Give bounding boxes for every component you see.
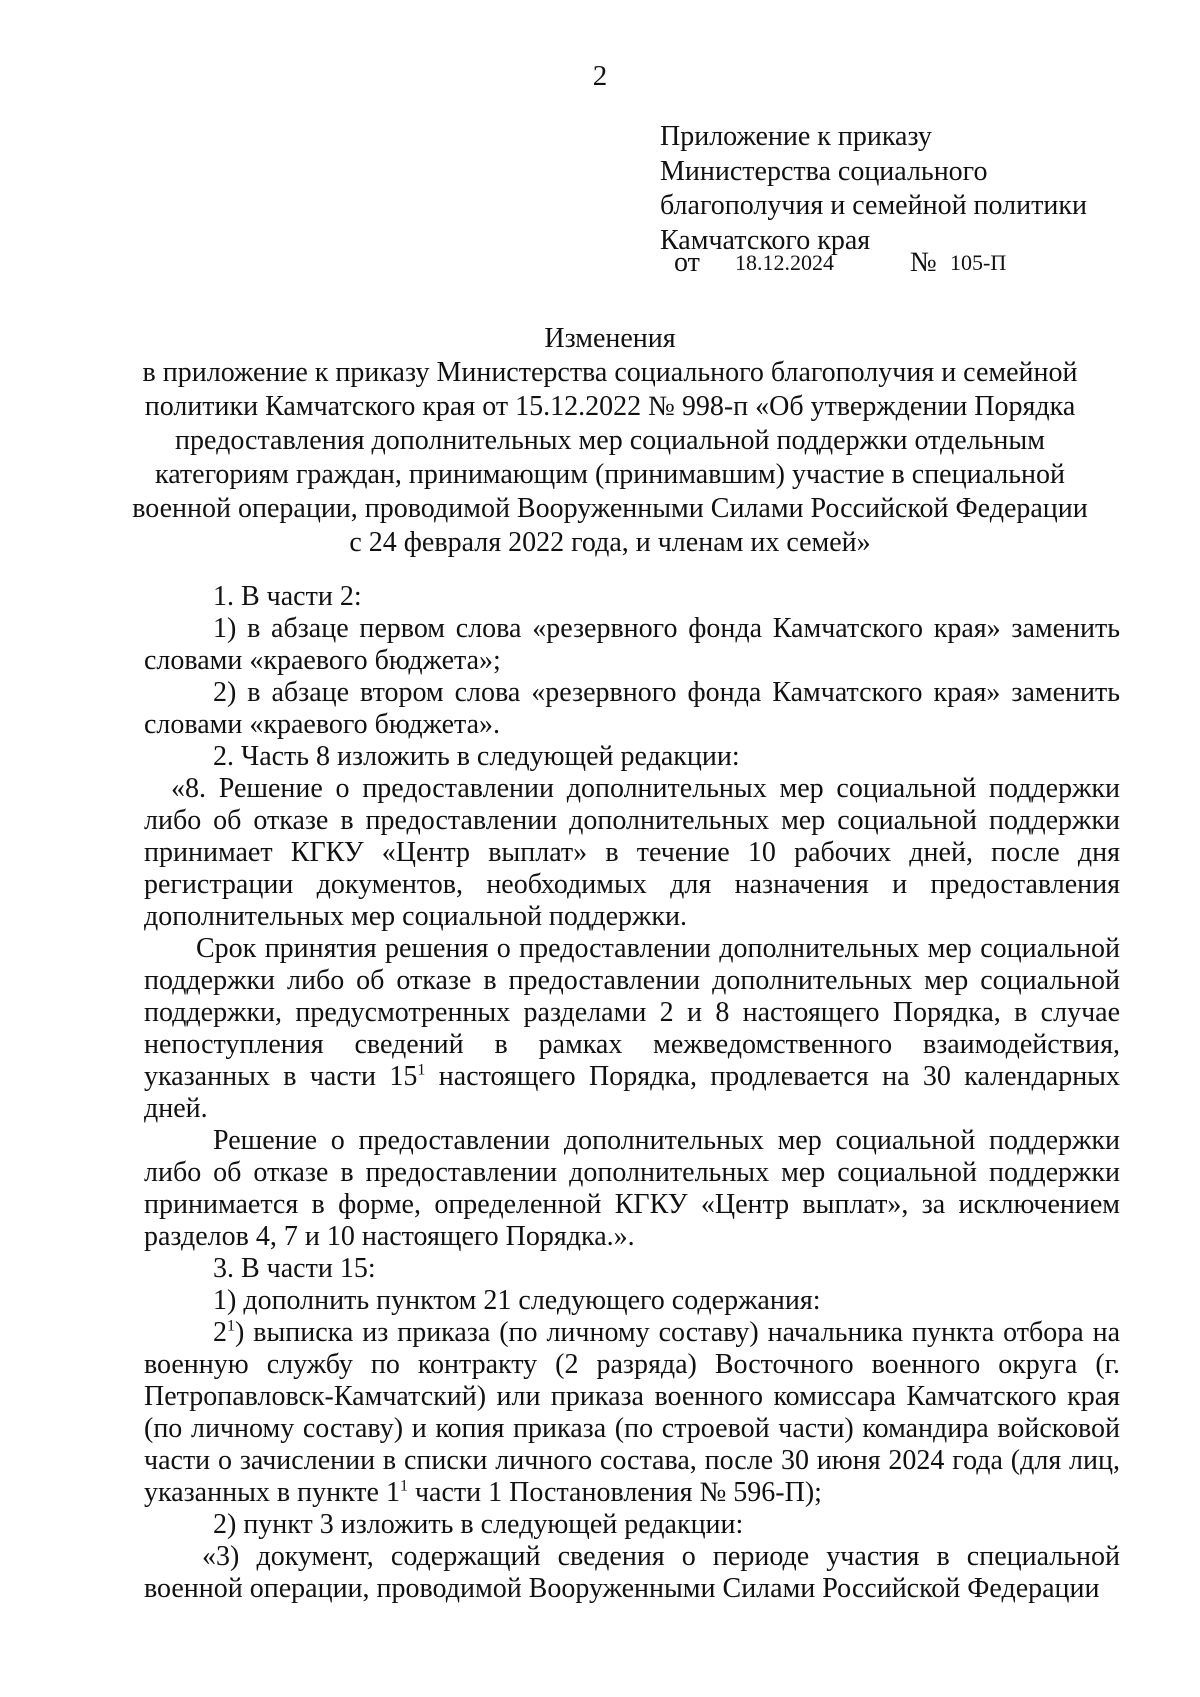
- title-line: предоставления дополнительных мер социальной поддержки отдельным: [175, 425, 1045, 456]
- order-reference: [660, 246, 1140, 276]
- appendix-line: благополучия и семейной политики: [660, 190, 1087, 221]
- paragraph: 1) в абзаце первом слова «резервного фонда Камчатского края» заменить словами «краевого бюджета»;: [144, 613, 1120, 676]
- title-line: с 24 февраля 2022 года, и членам их семей»: [349, 527, 871, 558]
- title-line: в приложение к приказу Министерства социального благополучия и семейной: [142, 357, 1078, 388]
- superscript: 1: [227, 1317, 235, 1335]
- paragraph: Решение о предоставлении дополнительных мер социальной поддержки либо об отказе в предоставлении дополнительных мер социальной поддержки принимается в форме, определенной КГКУ «Центр выплат», за исключением разделов 4, 7 и 10 настоящего Порядка.».: [144, 1125, 1120, 1252]
- document-body: [144, 581, 1120, 1605]
- paragraph: 1. В части 2:: [213, 581, 362, 612]
- superscript: 1: [399, 1477, 408, 1495]
- appendix-line: Министерства социального: [660, 155, 988, 187]
- paragraph: [144, 933, 1120, 1125]
- appendix-line: Камчатского края: [660, 224, 871, 256]
- appendix-header: [660, 120, 1140, 278]
- title-heading: Изменения: [544, 323, 676, 354]
- paragraph-text: настоящего Порядка, продлевается на 30 календарных дней.: [144, 1061, 1120, 1124]
- order-from-label: от: [674, 247, 700, 278]
- paragraph-text: части 1 Постановления № 596-П);: [407, 1477, 822, 1508]
- paragraph: «3) документ, содержащий сведения о периоде участия в специальной военной операции, проводимой Вооруженными Силами Российской Федерации: [144, 1541, 1120, 1604]
- page-number: 2: [592, 60, 608, 92]
- order-number: 105-П: [950, 250, 1007, 275]
- paragraph: 1) дополнить пунктом 21 следующего содержания:: [213, 1285, 821, 1316]
- paragraph: 2. Часть 8 изложить в следующей редакции:: [213, 741, 740, 772]
- title-line: политики Камчатского края от 15.12.2022 № 998-п «Об утверждении Порядка: [144, 391, 1076, 422]
- paragraph: 3. В части 15:: [213, 1253, 376, 1284]
- title-line: военной операции, проводимой Вооруженными Силами Российской Федерации: [132, 493, 1088, 524]
- order-date: 18.12.2024: [735, 250, 834, 275]
- paragraph-text: Срок принятия решения о предоставлении дополнительных мер социальной поддержки либо об отказе в предоставлении дополнительных мер социальной поддержки, предусмотренных разделами 2 и 8 настоящего Порядка, в случае непоступления сведений в рамках межведомственного взаимодействия, указанных в части 15: [144, 933, 1120, 1092]
- order-number-sign: №: [910, 247, 937, 278]
- appendix-line: Приложение к приказу: [660, 121, 932, 152]
- title-line: категориям граждан, принимающим (принимавшим) участие в специальной: [155, 459, 1065, 490]
- paragraph: «8. Решение о предоставлении дополнительных мер социальной поддержки либо об отказе в предоставлении дополнительных мер социальной поддержки принимает КГКУ «Центр выплат» в течение 10 рабочих дней, после дня регистрации документов, необходимых для назначения и предоставления дополнительных мер социальной поддержки.: [144, 773, 1120, 932]
- item-number: 2: [213, 1317, 227, 1348]
- paragraph: 2) в абзаце втором слова «резервного фонда Камчатского края» заменить словами «краевого бюджета».: [144, 677, 1120, 740]
- superscript: 1: [417, 1061, 426, 1079]
- paragraph: [144, 1317, 1120, 1509]
- paragraph-text: ) выписка из приказа (по личному составу) начальника пункта отбора на военную службу по контракту (2 разряда) Восточного военного округа (г. Петропавловск-Камчатский) или приказа военного комиссара Камчатского края (по личному составу) и копия приказа (по строевой части) командира войсковой части о зачислении в списки личного состава, после 30 июня 2024 года (для лиц, указанных в пункте 1: [144, 1317, 1120, 1508]
- paragraph: 2) пункт 3 изложить в следующей редакции:: [213, 1509, 744, 1540]
- document-title: [130, 322, 1090, 560]
